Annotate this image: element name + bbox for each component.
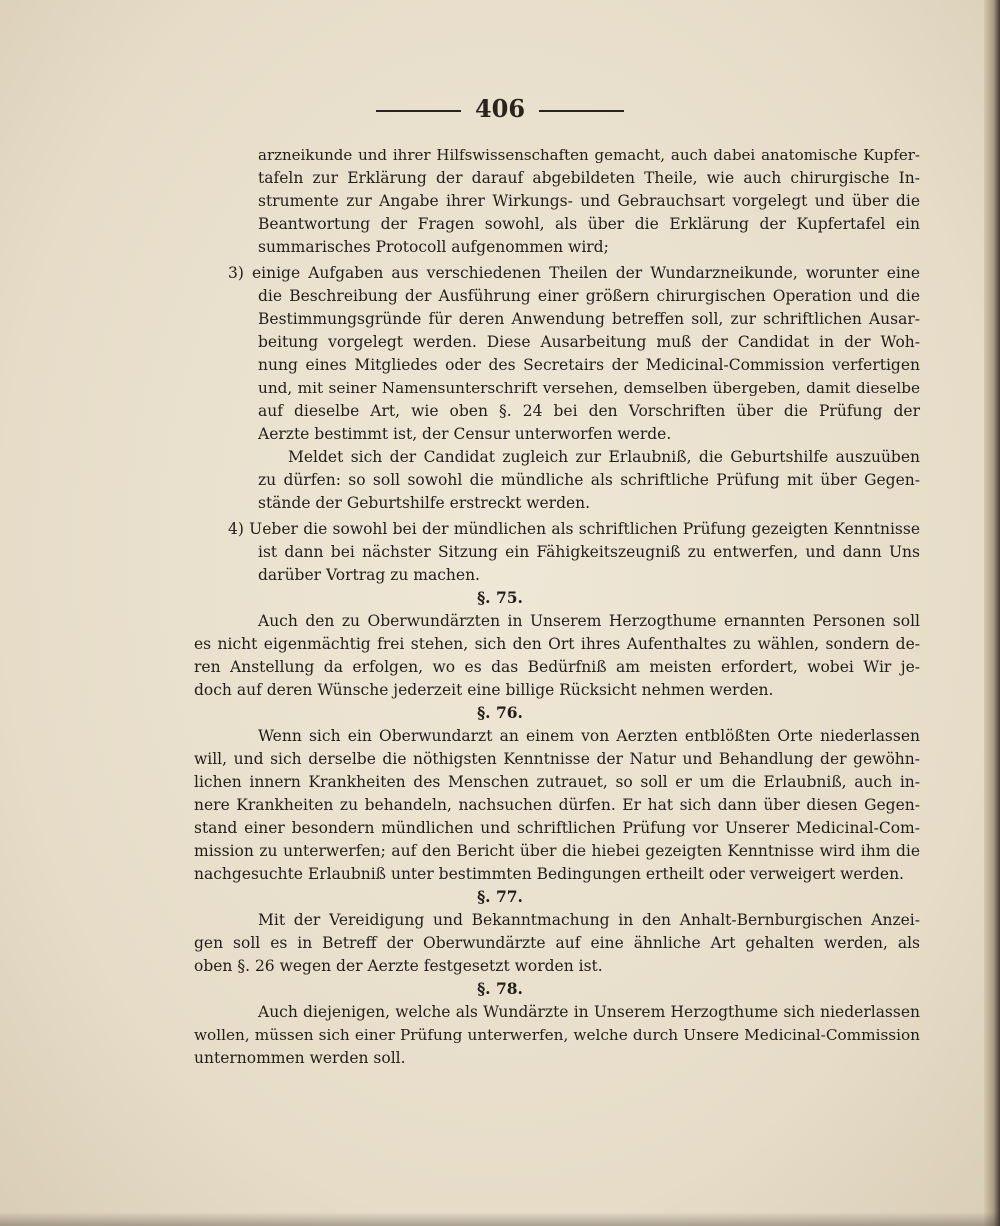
page-edge-shadow: [984, 0, 1000, 1226]
text-line: mission zu unterwerfen; auf den Bericht über die hiebei gezeigten Kenntnisse wird ihm die: [194, 842, 920, 860]
text-line: Auch den zu Oberwundärzten in Unserem Herzogthume ernannten Personen soll: [258, 612, 920, 630]
text-line: Bestimmungsgründe für deren Anwendung betreffen soll, zur schriftlichen Ausar-: [258, 310, 920, 328]
text-line: ren Anstellung da erfolgen, wo es das Bedürfniß am meisten erfordert, wobei Wir je-: [194, 658, 920, 676]
text-line: Mit der Vereidigung und Bekanntmachung in den Anhalt-Bernburgischen Anzei-: [258, 911, 920, 929]
text-line: auf dieselbe Art, wie oben §. 24 bei den Vorschriften über die Prüfung der: [258, 402, 920, 420]
text-line: unternommen werden soll.: [194, 1049, 406, 1067]
text-line: darüber Vortrag zu machen.: [258, 566, 480, 584]
section-heading: §. 76.: [477, 703, 523, 722]
text-line: gen soll es in Betreff der Oberwundärzte auf eine ähnliche Art gehalten werden, als: [194, 934, 920, 952]
text-line: Beantwortung der Fragen sowohl, als über die Erklärung der Kupfertafel ein: [258, 215, 920, 233]
text-line: lichen innern Krankheiten des Menschen zutrauet, so soll er um die Erlaubniß, auch in-: [194, 773, 920, 791]
header-rule-left: [376, 110, 461, 112]
text-line: Wenn sich ein Oberwundarzt an einem von Aerzten entblößten Orte niederlassen: [258, 727, 920, 745]
text-line: stand einer besondern mündlichen und schriftlichen Prüfung vor Unserer Medicinal-Com-: [194, 819, 920, 837]
list-item-3-line: 3) einige Aufgaben aus verschiedenen Theilen der Wundarzneikunde, worunter eine: [228, 264, 920, 282]
section-heading: §. 78.: [477, 979, 523, 998]
text-line: Auch diejenigen, welche als Wundärzte in Unserem Herzogthume sich niederlassen: [258, 1003, 920, 1021]
text-line: ist dann bei nächster Sitzung ein Fähigkeitszeugniß zu entwerfen, und dann Uns: [258, 543, 920, 561]
text-line: summarisches Protocoll aufgenommen wird;: [258, 238, 609, 256]
header-rule-right: [539, 110, 624, 112]
text-line: beitung vorgelegt werden. Diese Ausarbeitung muß der Candidat in der Woh-: [258, 333, 920, 351]
text-line: Aerzte bestimmt ist, der Censur unterworfen werde.: [258, 425, 672, 443]
text-line: es nicht eigenmächtig frei stehen, sich den Ort ihres Aufenthaltes zu wählen, sondern de-: [194, 635, 920, 653]
page-header: [0, 94, 1000, 123]
text-line: oben §. 26 wegen der Aerzte festgesetzt worden ist.: [194, 957, 603, 975]
text-line: nere Krankheiten zu behandeln, nachsuchen dürfen. Er hat sich dann über diesen Gegen-: [194, 796, 920, 814]
page-bottom-shadow: [0, 1212, 1000, 1226]
text-line: stände der Geburtshilfe erstreckt werden.: [258, 494, 591, 512]
text-line: die Beschreibung der Ausführung einer größern chirurgischen Operation und die: [258, 287, 920, 305]
text-line: wollen, müssen sich einer Prüfung unterwerfen, welche durch Unsere Medicinal-Commission: [194, 1026, 920, 1044]
section-heading: §. 75.: [477, 588, 523, 607]
page-number: 406: [474, 94, 526, 123]
text-line: und, mit seiner Namensunterschrift versehen, demselben übergeben, damit dieselbe: [258, 379, 920, 397]
text-line: will, und sich derselbe die nöthigsten Kenntnisse der Natur und Behandlung der gewöhn-: [194, 750, 920, 768]
text-line: strumente zur Angabe ihrer Wirkungs- und Gebrauchsart vorgelegt und über die: [258, 192, 920, 210]
text-line: nung eines Mitgliedes oder des Secretairs der Medicinal-Commission verfertigen: [258, 356, 920, 374]
text-line: Meldet sich der Candidat zugleich zur Erlaubniß, die Geburtshilfe auszuüben: [288, 448, 920, 466]
list-item-4-line: 4) Ueber die sowohl bei der mündlichen als schriftlichen Prüfung gezeigten Kenntnisse: [228, 520, 920, 538]
text-line: arzneikunde und ihrer Hilfswissenschaften gemacht, auch dabei anatomische Kupfer-: [258, 146, 920, 164]
section-heading: §. 77.: [477, 887, 523, 906]
text-line: zu dürfen: so soll sowohl die mündliche als schriftliche Prüfung mit über Gegen-: [258, 471, 920, 489]
text-line: doch auf deren Wünsche jederzeit eine billige Rücksicht nehmen werden.: [194, 681, 774, 699]
text-line: nachgesuchte Erlaubniß unter bestimmten Bedingungen ertheilt oder verweigert werden.: [194, 865, 904, 883]
text-line: tafeln zur Erklärung der darauf abgebildeten Theile, wie auch chirurgische In-: [258, 169, 920, 187]
